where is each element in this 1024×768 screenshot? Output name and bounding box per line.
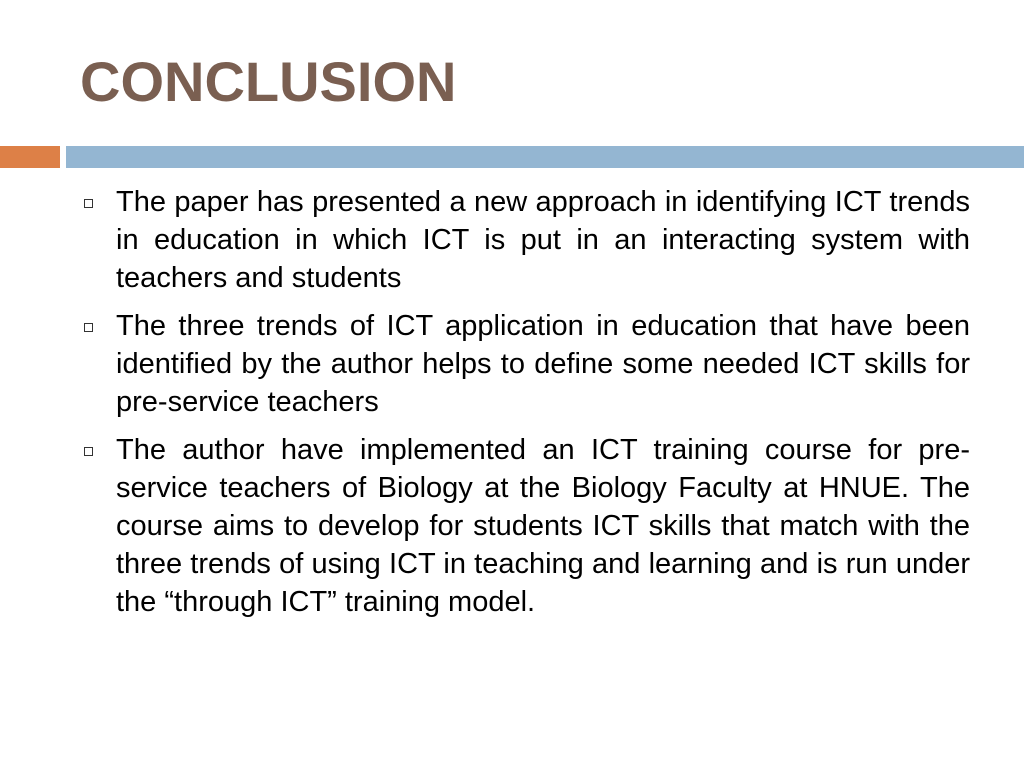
hollow-square-bullet-icon (84, 199, 93, 208)
bullet-text: The author have implemented an ICT training course for pre-service teachers of Biology at the Biology Faculty at HNUE. The course aims to develop for students ICT skills that match with the three trends of using ICT in teaching and learning and is run under the “through ICT” training model. (116, 434, 970, 618)
bullet-list (80, 183, 970, 631)
hollow-square-bullet-icon (84, 323, 93, 332)
title-divider-accent (0, 146, 60, 168)
slide-title: CONCLUSION (80, 50, 457, 113)
hollow-square-bullet-icon (84, 447, 93, 456)
bullet-text: The three trends of ICT application in education that have been identified by the author helps to define some needed ICT skills for pre-service teachers (116, 310, 970, 418)
bullet-item (80, 183, 970, 297)
title-divider-bar (66, 146, 1024, 168)
bullet-text: The paper has presented a new approach in identifying ICT trends in education in which ICT is put in an interacting system with teachers and students (116, 186, 970, 294)
bullet-item (80, 307, 970, 421)
bullet-item (80, 431, 970, 621)
